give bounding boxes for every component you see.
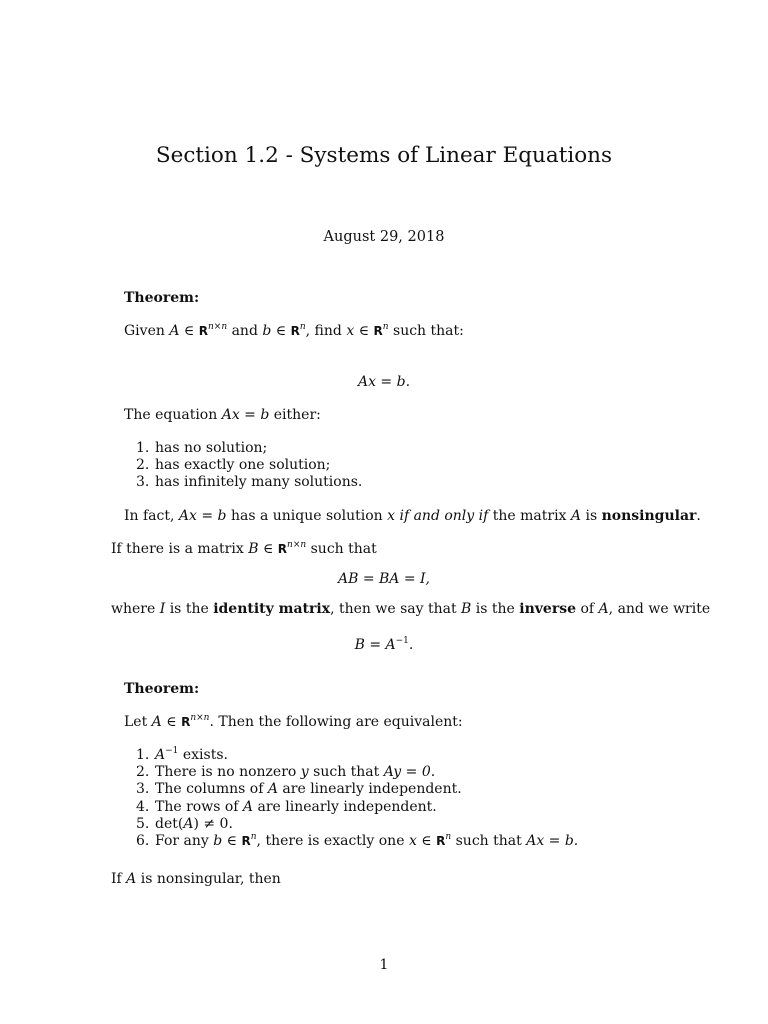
solution-cases-list	[136, 440, 362, 492]
list-item: 1. has no solution;	[136, 440, 268, 456]
page-number: 1	[379, 957, 389, 973]
list-item: 3. has infinitely many solutions.	[136, 474, 363, 491]
inverse-definition-intro: If there is a matrix B ∈ $R^{n\times n}$ such that	[111, 540, 377, 557]
list-item: 2. has exactly one solution;	[136, 457, 331, 474]
equation-b-a-inverse: $B = A^{-1}$.	[354, 636, 414, 653]
either-sentence: The equation Ax = b either:	[124, 407, 321, 423]
theorem-statement: Let A ∈ $R^{n\times n}$. Then the following are equivalent:	[124, 713, 463, 730]
list-item: 1. $A^{-1}$ exists.	[136, 746, 228, 763]
list-item: 5. det(A) ≠ 0.	[136, 815, 233, 832]
list-item: 2. There is no nonzero y such that Ay = 0.	[136, 764, 436, 781]
list-item: 3. The columns of A are linearly independent.	[136, 781, 462, 798]
nonsingular-sentence: In fact, Ax = b has a unique solution x if and only if the matrix A is nonsingular.	[124, 508, 701, 524]
theorem-label: Theorem:	[124, 681, 200, 697]
page-title: Section 1.2 - Systems of Linear Equations	[155, 143, 613, 168]
closing-sentence: If A is nonsingular, then	[111, 871, 281, 887]
list-item: 4. The rows of A are linearly independent.	[136, 798, 437, 815]
equation-ab-ba-i: AB = BA = I,	[337, 571, 431, 587]
equation-ax-b: Ax = b.	[357, 374, 411, 390]
identity-matrix-term: identity matrix	[213, 601, 331, 617]
document-date: August 29, 2018	[323, 229, 445, 245]
inverse-definition: where I is the identity matrix, then we say that B is the inverse of A, and we write	[111, 601, 711, 617]
inverse-term: inverse	[519, 601, 577, 617]
theorem-label: Theorem:	[124, 290, 200, 306]
theorem-statement: Given A ∈ $R^{n\times n}$ and b ∈ $R^n$, find x ∈ $R^n$ such that:	[124, 322, 464, 339]
equivalent-conditions-list	[136, 747, 578, 850]
nonsingular-term: nonsingular	[601, 508, 697, 524]
list-item: 6. For any b ∈ $R^n$, there is exactly one x ∈ $R^n$ such that Ax = b.	[136, 831, 579, 849]
